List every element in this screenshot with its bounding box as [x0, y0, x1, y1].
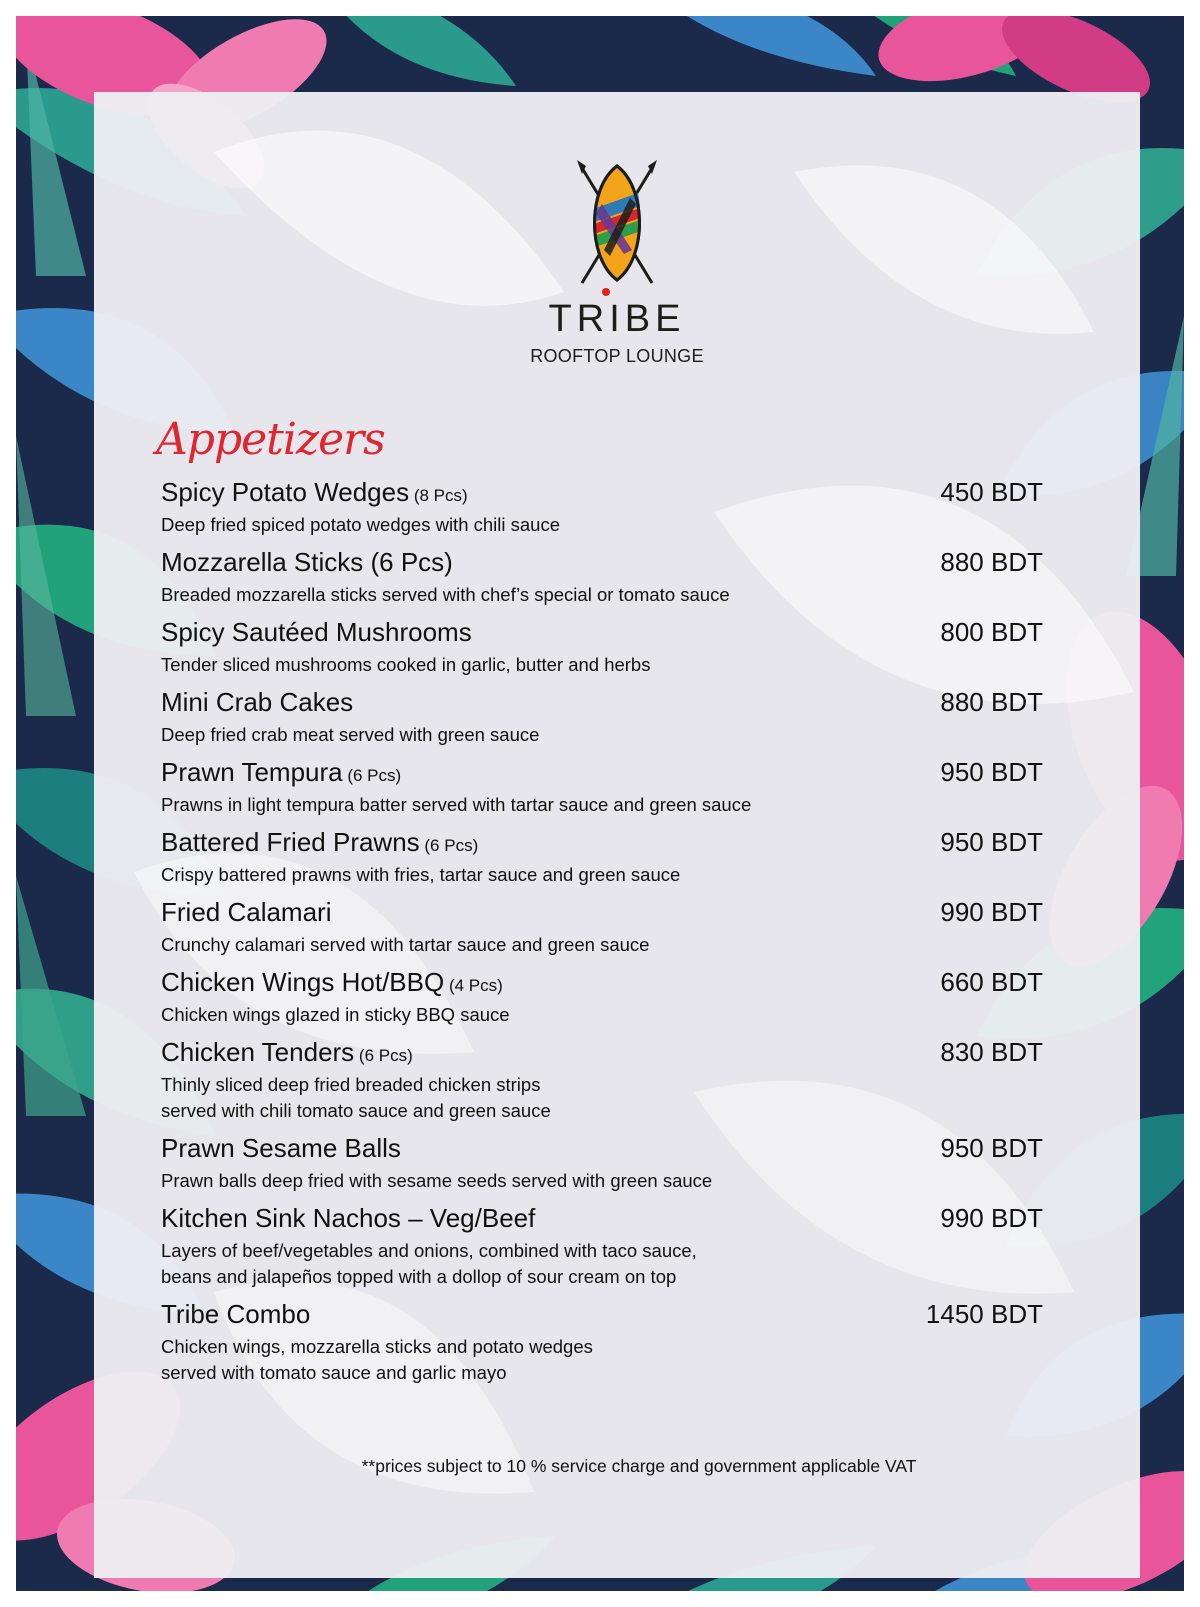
- menu-item: [161, 1132, 1043, 1194]
- item-description: Breaded mozzarella sticks served with chef’s special or tomato sauce: [161, 584, 730, 605]
- item-name: Spicy Sautéed Mushrooms: [161, 617, 472, 647]
- menu-item: [161, 476, 1043, 538]
- item-name: Chicken Tenders (6 Pcs): [161, 1037, 413, 1067]
- brand-name: TRIBE: [94, 298, 1140, 340]
- item-name: Prawn Tempura (6 Pcs): [161, 757, 402, 787]
- menu-item: [161, 966, 1043, 1028]
- item-description: Layers of beef/vegetables and onions, combined with taco sauce, beans and jalapeños topped with a dollop of sour cream on top: [161, 1240, 697, 1287]
- menu-item: [161, 1298, 1043, 1386]
- item-price: 830 BDT: [940, 1037, 1043, 1067]
- menu-item: [161, 756, 1043, 818]
- item-description: Prawns in light tempura batter served with tartar sauce and green sauce: [161, 794, 752, 815]
- item-description: Chicken wings, mozzarella sticks and potato wedges served with tomato sauce and garlic mayo: [161, 1336, 593, 1383]
- menu-item: [161, 896, 1043, 958]
- menu-panel: [94, 92, 1140, 1578]
- tropical-frame: [16, 16, 1184, 1591]
- menu-item: [161, 546, 1043, 608]
- item-name: Mozzarella Sticks (6 Pcs): [161, 547, 453, 577]
- item-price: 990 BDT: [940, 1203, 1043, 1233]
- item-price: 950 BDT: [940, 757, 1043, 787]
- menu-item: [161, 616, 1043, 678]
- item-description: Tender sliced mushrooms cooked in garlic, butter and herbs: [161, 654, 651, 675]
- item-price: 660 BDT: [940, 967, 1043, 997]
- section-title: Appetizers: [156, 414, 385, 465]
- brand-subtitle: ROOFTOP LOUNGE: [530, 346, 704, 366]
- item-name: Spicy Potato Wedges (8 Pcs): [161, 477, 468, 507]
- item-qty: (6 Pcs): [419, 836, 479, 855]
- item-price: 880 BDT: [940, 687, 1043, 717]
- menu-item: [161, 826, 1043, 888]
- item-price: 950 BDT: [940, 1133, 1043, 1163]
- item-price: 1450 BDT: [925, 1299, 1043, 1329]
- menu-item: [161, 1202, 1043, 1290]
- item-name: Mini Crab Cakes: [161, 687, 354, 717]
- item-description: Deep fried spiced potato wedges with chili sauce: [161, 514, 561, 535]
- item-description: Deep fried crab meat served with green sauce: [161, 724, 540, 745]
- item-description: Thinly sliced deep fried breaded chicken strips served with chili tomato sauce and green sauce: [161, 1074, 551, 1121]
- menu-item: [161, 686, 1043, 748]
- item-name: Fried Calamari: [161, 897, 332, 927]
- item-qty: (4 Pcs): [444, 976, 503, 995]
- item-qty: (8 Pcs): [409, 486, 468, 505]
- item-price: 950 BDT: [940, 827, 1043, 857]
- item-name: Battered Fried Prawns (6 Pcs): [161, 827, 479, 857]
- item-price: 450 BDT: [940, 477, 1043, 507]
- item-description: Chicken wings glazed in sticky BBQ sauce: [161, 1004, 510, 1025]
- brand-accent-dot: [602, 288, 610, 296]
- item-name: Kitchen Sink Nachos – Veg/Beef: [161, 1203, 536, 1233]
- item-description: Crunchy calamari served with tartar sauce and green sauce: [161, 934, 650, 955]
- brand-header: [94, 158, 1140, 367]
- item-price: 880 BDT: [940, 547, 1043, 577]
- menu-item: [161, 1036, 1043, 1124]
- item-price: 990 BDT: [940, 897, 1043, 927]
- item-name: Chicken Wings Hot/BBQ (4 Pcs): [161, 967, 503, 997]
- footer-note: **prices subject to 10 % service charge and government applicable VAT: [361, 1456, 917, 1476]
- item-qty: (6 Pcs): [342, 766, 402, 785]
- item-description: Crispy battered prawns with fries, tartar sauce and green sauce: [161, 864, 681, 885]
- item-qty: (6 Pcs): [354, 1046, 413, 1065]
- item-name: Prawn Sesame Balls: [161, 1133, 401, 1163]
- shield-spears-icon: [572, 158, 662, 288]
- item-price: 800 BDT: [940, 617, 1043, 647]
- item-name: Tribe Combo: [161, 1299, 311, 1329]
- item-description: Prawn balls deep fried with sesame seeds served with green sauce: [161, 1170, 713, 1191]
